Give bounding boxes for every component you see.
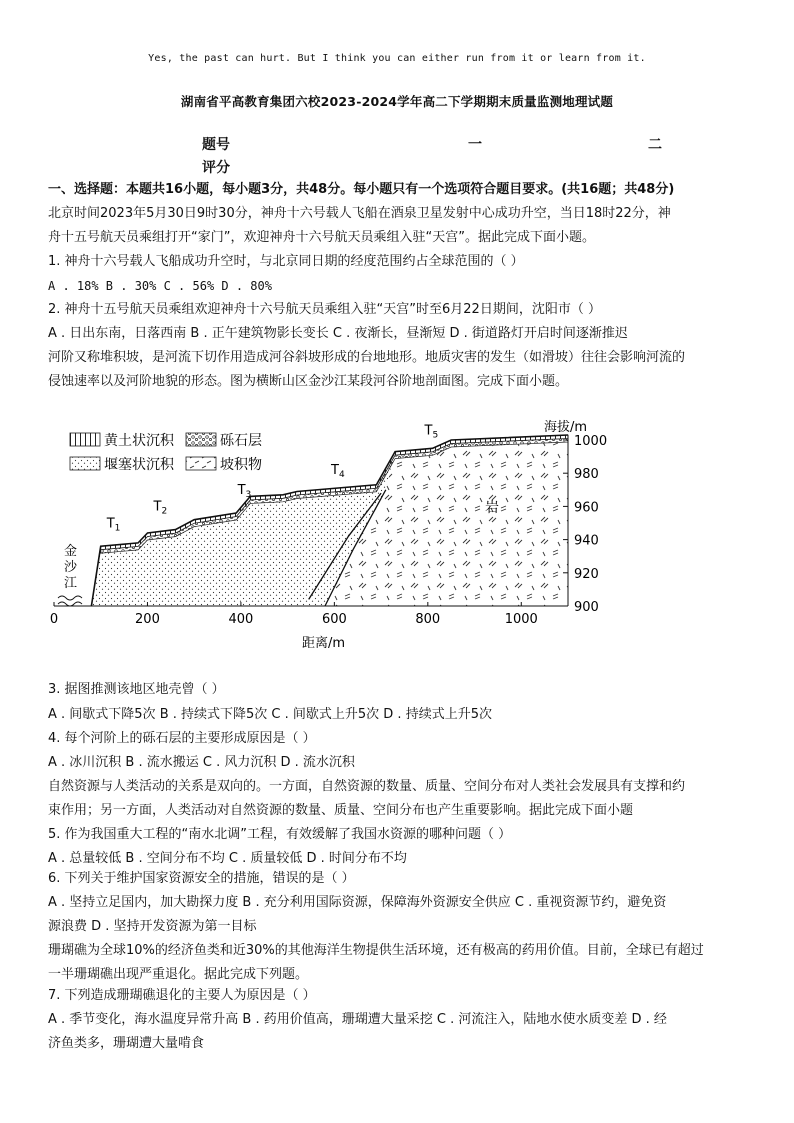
- question-3-stem: 3. 据图推测该地区地壳曾（ ）: [48, 682, 225, 697]
- x-tick-label-400: 400: [228, 612, 254, 627]
- question-7-options-line-1: A . 季节变化，海水温度异常升高 B . 药用价值高，珊瑚遭大量采挖 C . 河流注入，陆地水使水质变差 D . 经: [48, 1012, 667, 1027]
- terrace-label-t1: $T_1$: [106, 516, 121, 534]
- legend-label-colluvium: 坡积物: [220, 457, 262, 473]
- passage-1-line-2: 舟十五号航天员乘组打开“家门”，欢迎神舟十六号航天员乘组入驻“天宫”。据此完成下面小题。: [48, 230, 595, 245]
- legend-label-loess: 黄土状沉积: [104, 433, 174, 449]
- y-tick-label-980: 980: [574, 467, 599, 483]
- question-6-options-line-2: 源浪费 D . 坚持开发资源为第一目标: [48, 919, 257, 934]
- river-label-jiang: 江: [64, 576, 78, 591]
- x-tick-label-800: 800: [415, 612, 441, 627]
- x-tick-label-200: 200: [135, 612, 160, 627]
- terrace-profile-figure: [44, 405, 624, 655]
- river-label-jin: 金: [64, 544, 78, 559]
- passage-3-line-1: 自然资源与人类活动的关系是双向的。一方面，自然资源的数量、质量、空间分布对人类社会发展具有支撑和约: [48, 779, 686, 794]
- score-table-col-2: 二: [648, 137, 662, 153]
- y-tick-label-1000: 1000: [574, 434, 608, 449]
- question-1-stem: 1. 神舟十六号载人飞船成功升空时，与北京同日期的经度范围约占全球范围的（ ）: [48, 254, 524, 269]
- x-tick-label-1000: 1000: [504, 612, 538, 627]
- legend-label-dammed: 堰塞状沉积: [104, 457, 174, 473]
- legend-swatch-gravel: [186, 433, 216, 446]
- passage-3-line-2: 束作用；另一方面，人类活动对自然资源的数量、质量、空间分布也产生重要影响。据此完成下面小题: [48, 803, 634, 818]
- y-tick-label-940: 940: [574, 533, 599, 549]
- question-6-options-line-1: A . 坚持立足国内，加大勘探力度 B . 充分利用国际资源，保障海外资源安全供应 C . 重视资源节约，避免资: [48, 895, 667, 910]
- y-axis-title: 海拔/m: [544, 420, 588, 435]
- passage-2-line-1: 河阶又称堆积坡，是河流下切作用造成河谷斜坡形成的台地地形。地质灾害的发生（如滑坡）往往会影响河流的: [48, 350, 686, 365]
- exam-title: 湖南省平高教育集团六校2023-2024学年高二下学期期末质量监测地理试题: [180, 94, 614, 109]
- legend-swatch-colluvium: [186, 457, 216, 470]
- x-tick-label-600: 600: [321, 612, 347, 627]
- bedrock-label: 岩: [485, 500, 499, 516]
- y-tick-label-920: 920: [574, 566, 599, 582]
- terrace-label-t3: $T_3$: [237, 483, 252, 501]
- question-2-options: A . 日出东南，日落西南 B . 正午建筑物影长变长 C . 夜渐长，昼渐短 D . 街道路灯开启时间逐渐推迟: [48, 326, 628, 341]
- legend-swatch-dammed: [70, 457, 100, 470]
- header-motto: Yes, the past can hurt. But I think you can either run from it or learn from it.: [148, 53, 646, 64]
- passage-2-line-2: 侵蚀速率以及河阶地貌的形态。图为横断山区金沙江某段河谷阶地剖面图。完成下面小题。: [48, 374, 569, 389]
- question-3-options: A . 间歇式下降5次 B . 持续式下降5次 C . 间歇式上升5次 D . 持续式上升5次: [48, 707, 492, 722]
- score-table-row-label: 题号: [202, 137, 230, 153]
- score-table-col-1: 一: [468, 137, 482, 153]
- question-6-stem: 6. 下列关于维护国家资源安全的措施，错误的是（ ）: [48, 871, 355, 886]
- question-4-stem: 4. 每个河阶上的砾石层的主要形成原因是（ ）: [48, 731, 316, 746]
- terrace-label-t5: $T_5$: [424, 423, 439, 441]
- y-tick-label-960: 960: [574, 500, 599, 516]
- x-tick-label-0: 0: [49, 612, 59, 627]
- question-1-options: A . 18% B . 30% C . 56% D . 80%: [48, 279, 272, 293]
- x-axis-title: 距离/m: [302, 636, 346, 651]
- score-table-score-label: 评分: [202, 160, 230, 176]
- terrace-label-t2: $T_2$: [153, 499, 168, 517]
- legend-swatch-loess: [70, 433, 100, 446]
- passage-4-line-1: 珊瑚礁为全球10%的经济鱼类和近30%的其他海洋生物提供生活环境，还有极高的药用价值。目前，全球已有超过: [48, 943, 704, 958]
- figure-legend: [70, 432, 262, 473]
- river-label-sha: 沙: [64, 560, 78, 575]
- terrace-label-t4: $T_4$: [331, 463, 345, 481]
- question-7-stem: 7. 下列造成珊瑚礁退化的主要人为原因是（ ）: [48, 988, 316, 1003]
- passage-1-line-1: 北京时间2023年5月30日9时30分，神舟十六号载人飞船在酒泉卫星发射中心成功升空，当日18时22分，神: [48, 206, 671, 221]
- passage-4-line-2: 一半珊瑚礁出现严重退化。据此完成下列题。: [48, 967, 309, 982]
- section-1-header: 一、选择题：本题共16小题，每小题3分，共48分。每小题只有一个选项符合题目要求。(共16题；共48分): [48, 182, 675, 197]
- question-7-options-line-2: 济鱼类多，珊瑚遭大量啃食: [48, 1036, 205, 1051]
- legend-label-gravel: 砾石层: [220, 433, 262, 449]
- y-tick-label-900: 900: [574, 600, 599, 615]
- river-water-icon: [58, 596, 82, 606]
- question-5-stem: 5. 作为我国重大工程的“南水北调”工程，有效缓解了我国水资源的哪种问题（ ）: [48, 827, 512, 842]
- question-2-stem: 2. 神舟十五号航天员乘组欢迎神舟十六号航天员乘组入驻“天宫”时至6月22日期间，沈阳市（ ）: [48, 302, 601, 317]
- question-4-options: A . 冰川沉积 B . 流水搬运 C . 风力沉积 D . 流水沉积: [48, 755, 355, 770]
- question-5-options: A . 总量较低 B . 空间分布不均 C . 质量较低 D . 时间分布不均: [48, 851, 407, 866]
